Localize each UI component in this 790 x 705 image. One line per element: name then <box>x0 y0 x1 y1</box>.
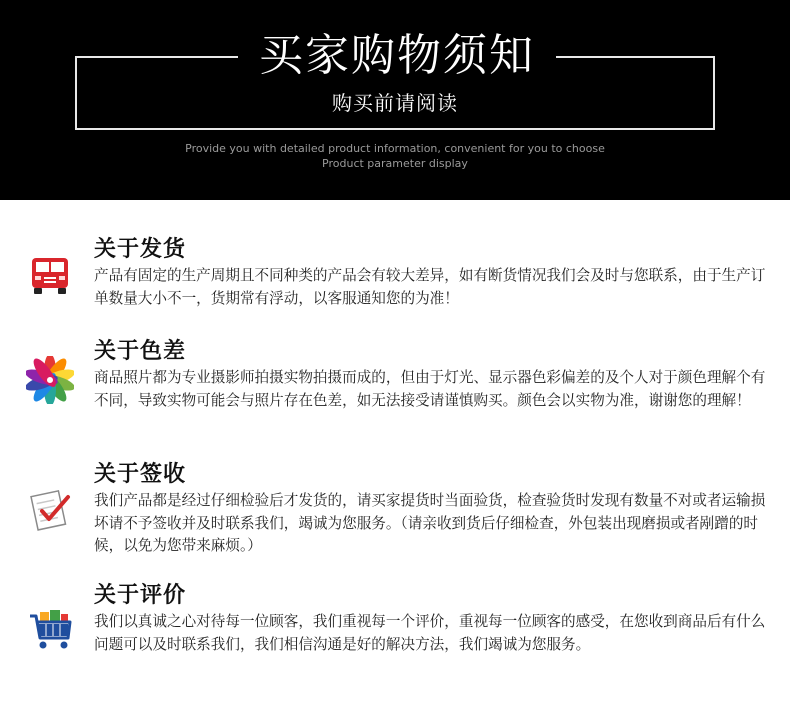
english-caption-line2: Product parameter display <box>322 157 468 170</box>
shopping-cart-icon <box>26 606 74 654</box>
checked-document-icon <box>26 485 74 533</box>
section-body: 我们以真诚之心对待每一位顾客，我们重视每一个评价，重视每一位顾客的感受，在您收到商品后有什么问题可以及时联系我们，我们相信沟通是好的解决方法，我们竭诚为您服务。 <box>94 613 766 653</box>
section-title: 关于评价 <box>94 583 187 608</box>
page-subtitle: 购买前请阅读 <box>332 91 458 115</box>
delivery-truck-icon <box>26 250 74 298</box>
section-title: 关于色差 <box>94 339 187 364</box>
section-title: 关于签收 <box>94 462 187 487</box>
english-caption-line1: Provide you with detailed product information, convenient for you to choose <box>185 142 605 155</box>
section-body: 商品照片都为专业摄影师拍摄实物拍摄而成的，但由于灯光、显示器色彩偏差的及个人对于颜色理解个有不同，导致实物可能会与照片存在色差，如无法接受请谨慎购买。颜色会以实物为准，谢谢您的理解！ <box>94 369 766 409</box>
page-title: 买家购物须知 <box>259 30 535 81</box>
section-body: 产品有固定的生产周期且不同种类的产品会有较大差异，如有断货情况我们会及时与您联系，由于生产订单数量大小不一，货期常有浮动，以客服通知您的为准！ <box>94 267 766 307</box>
section-body: 我们产品都是经过仔细检验后才发货的，请买家提货时当面验货，检查验货时发现有数量不对或者运输损坏请不予签收并及时联系我们，竭诚为您服务。（请亲收到货后仔细检查，外包装出现磨损或者剐蹭的时候，以免为您带来麻烦。） <box>94 492 766 554</box>
header-banner <box>0 0 790 200</box>
section-title: 关于发货 <box>94 237 187 262</box>
color-wheel-icon <box>26 356 74 404</box>
